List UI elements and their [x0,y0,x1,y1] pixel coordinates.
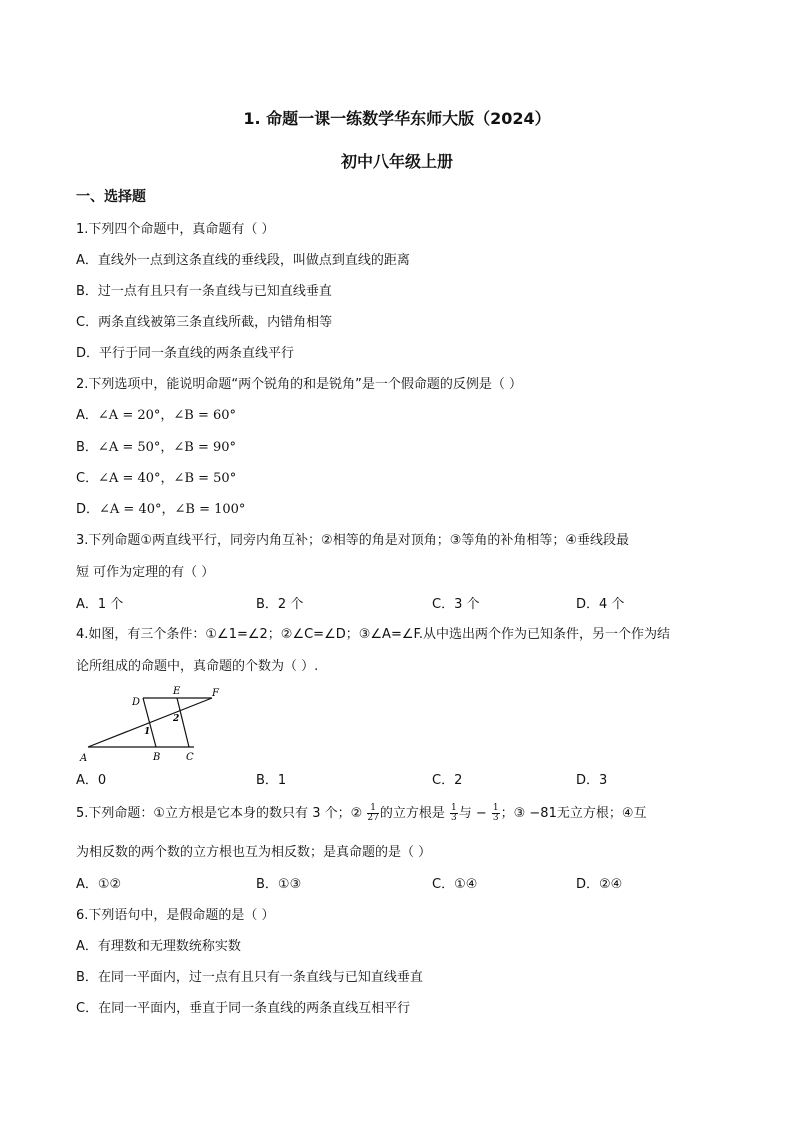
q5-fraction-1-27 [367,804,378,823]
q6-option-a: A．有理数和无理数统称实数 [76,939,241,954]
label-a: A [80,753,88,764]
q2-option-a-text: ∠A = 20°，∠B = 60° [97,408,237,423]
q5-stem-part-a: 5.下列命题：①立方根是它本身的数只有 3 个；② [76,806,367,821]
label-c: C [186,752,194,763]
q2-option-d-text: ∠A = 40°，∠B = 100° [99,502,246,517]
q2-option-b-text: ∠A = 50°，∠B = 90° [97,440,237,455]
q3-option-a: A．1 个 [76,597,124,612]
q2-option-c-text: ∠A = 40°，∠B = 50° [98,471,237,486]
q5-stem-line1 [76,802,647,823]
q2-stem: 2.下列选项中，能说明命题“两个锐角的和是锐角”是一个假命题的反例是（ ） [76,377,523,392]
q2-option-d-label: D． [76,502,100,517]
q5-frac1-numerator: 1 [367,804,378,814]
q5-stem-part-b: 的立方根是 [379,806,449,821]
q4-stem-line2: 论所组成的命题中，真命题的个数为（ ）. [76,659,319,674]
q5-stem-line2: 为相反数的两个数的立方根也互为相反数；是真命题的是（ ） [76,845,432,860]
q3-stem-line1: 3.下列命题①两直线平行，同旁内角互补；②相等的角是对顶角；③等角的补角相等；④垂线段最 [76,533,630,548]
q5-frac3-numerator: 1 [492,803,499,813]
q5-stem-part-d: ；③ −81无立方根；④互 [500,806,647,821]
segment-db [143,698,156,747]
label-angle-1: 1 [144,727,151,737]
q2-option-a [76,404,236,423]
label-e: E [173,686,181,697]
document-subtitle: 初中八年级上册 [340,152,453,171]
q5-fraction-1-3 [450,804,458,823]
q5-frac2-numerator: 1 [450,803,457,813]
q5-option-a: A．①② [76,877,122,892]
q2-option-c-label: C． [76,471,99,486]
label-b: B [153,752,161,763]
q6-option-b: B．在同一平面内，过一点有且只有一条直线与已知直线垂直 [76,970,423,985]
q1-option-a: A．直线外一点到这条直线的垂线段，叫做点到直线的距离 [76,253,410,268]
q1-option-d: D．平行于同一条直线的两条直线平行 [76,346,295,361]
q2-option-b [76,436,236,455]
label-f: F [212,688,219,699]
q2-option-b-label: B． [76,440,98,455]
q5-frac1-denominator: 27 [367,813,379,823]
q5-stem-part-c: 与 − [458,806,491,821]
q4-option-c: C．2 [432,773,463,788]
label-angle-2: 2 [173,714,180,724]
label-d: D [132,697,141,708]
q3-option-b: B．2 个 [256,597,304,612]
q3-stem-line2: 短 可作为定理的有（ ） [76,565,215,580]
q3-option-c: C．3 个 [432,597,480,612]
q1-stem: 1.下列四个命题中，真命题有（ ） [76,222,275,237]
q4-geometry-figure [76,684,236,764]
q4-option-a: A．0 [76,773,107,788]
q1-option-b: B．过一点有且只有一条直线与已知直线垂直 [76,284,332,299]
q5-fraction-neg-1-3 [492,804,500,823]
q4-option-d: D．3 [576,773,608,788]
q6-stem: 6.下列语句中，是假命题的是（ ） [76,908,275,923]
q4-stem-line1: 4.如图，有三个条件：①∠1=∠2；②∠C=∠D；③∠A=∠F.从中选出两个作为已知条件，另一个作为结 [76,627,671,642]
q4-option-b: B．1 [256,773,287,788]
q2-option-d [76,498,245,517]
q5-option-c: C．①④ [432,877,478,892]
q1-option-c: C．两条直线被第三条直线所截，内错角相等 [76,315,333,330]
q5-option-b: B．①③ [256,877,302,892]
q6-option-c: C．在同一平面内，垂直于同一条直线的两条直线互相平行 [76,1001,411,1016]
document-title: 1. 命题一课一练数学华东师大版（2024） [243,109,551,128]
q5-option-d: D．②④ [576,877,623,892]
q2-option-c [76,467,236,486]
q5-frac2-denominator: 3 [450,813,457,823]
section-heading: 一、选择题 [76,189,146,205]
q3-option-d: D．4 个 [576,597,625,612]
q2-option-a-label: A． [76,408,98,423]
q5-frac3-denominator: 3 [492,813,499,823]
